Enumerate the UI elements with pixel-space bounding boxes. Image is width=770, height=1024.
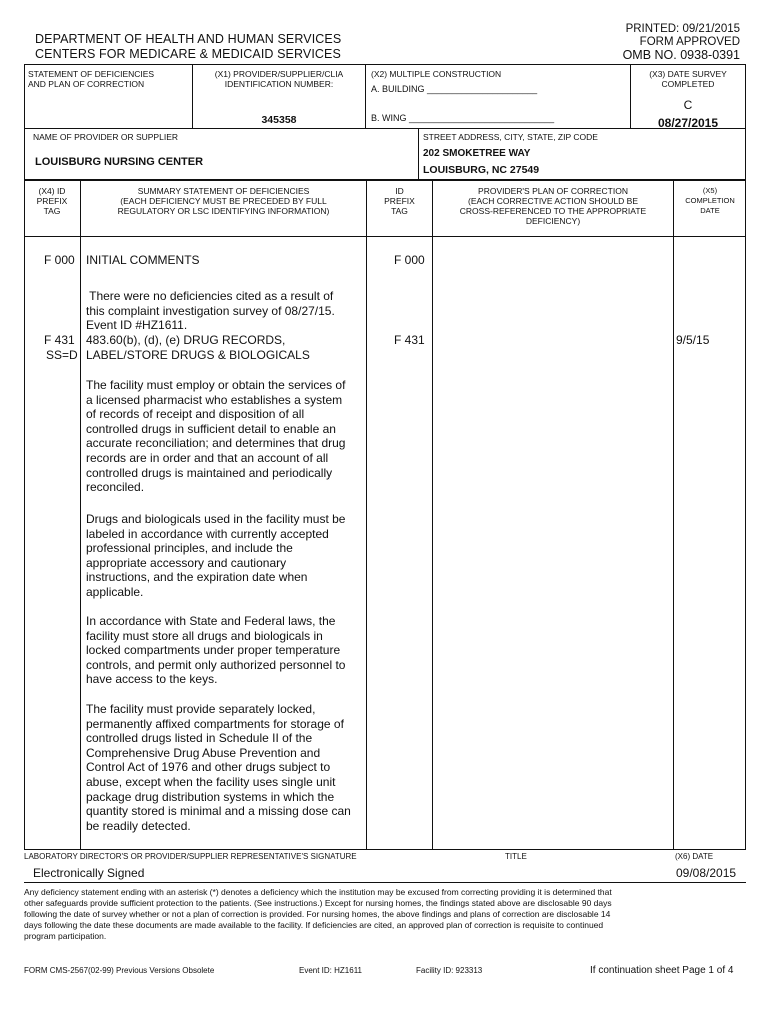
form-approved-label: FORM APPROVED [639, 36, 740, 48]
form-number: FORM CMS-2567(02-99) Previous Versions Obsolete [24, 966, 215, 975]
f431-completion-date: 9/5/15 [676, 333, 710, 347]
regulation-paragraph-2: Drugs and biologicals used in the facility must be labeled in accordance with currently accepted professional principles, and include the appropriate accessory and cautionary instructions, and the expiration date when applicable. [86, 512, 346, 599]
initial-comments-title: INITIAL COMMENTS [86, 253, 200, 267]
omb-number: OMB NO. 0938-0391 [622, 48, 740, 62]
divider [630, 64, 631, 128]
wing-field: B. WING _____________________________ [371, 113, 555, 123]
provider-name-label: NAME OF PROVIDER OR SUPPLIER [33, 132, 178, 142]
divider [366, 180, 367, 850]
completion-date-header: (X5) COMPLETION DATE [685, 186, 735, 215]
x4-header: (X4) ID PREFIX TAG [36, 186, 68, 216]
signature-date: 09/08/2015 [676, 866, 737, 880]
form-approval-block [623, 23, 740, 62]
survey-completed-label: (X3) DATE SURVEY COMPLETED [649, 69, 727, 89]
regulation-paragraph-4: The facility must provide separately locked, permanently affixed compartments for storage of controlled drugs listed in Schedule II of the Comprehensive Drug Abuse Prevention and Control Act of 1976 and other drugs subject to abuse, except when the facility uses single unit package drug distribution systems in which the quantity stored is minimal and a missing dose can be readily detected. [86, 702, 351, 833]
tag-f000-left: F 000 [44, 253, 75, 267]
signature-date-label: (X6) DATE [675, 852, 714, 861]
summary-header: SUMMARY STATEMENT OF DEFICIENCIES (EACH DEFICIENCY MUST BE PRECEDED BY FULL REGULATORY OR LSC IDENTIFYING INFORMATION) [117, 186, 330, 216]
provider-id-number: 345358 [261, 114, 297, 126]
dept-line-1: DEPARTMENT OF HEALTH AND HUMAN SERVICES [35, 32, 342, 46]
divider [418, 128, 419, 180]
id-prefix-header: ID PREFIX TAG [384, 186, 415, 216]
scope-severity: SS=D [46, 348, 78, 362]
plan-of-correction-header: PROVIDER'S PLAN OF CORRECTION (EACH CORRECTIVE ACTION SHOULD BE CROSS-REFERENCED TO THE APPROPRIATE DEFICIENCY) [459, 186, 647, 226]
provider-name: LOUISBURG NURSING CENTER [35, 156, 204, 168]
column-header-divider [24, 236, 746, 237]
signature-value: Electronically Signed [33, 866, 145, 880]
tag-f431-left: F 431 [44, 333, 75, 347]
event-id: Event ID: HZ1611 [299, 966, 362, 975]
tag-f431-right: F 431 [394, 333, 425, 347]
facility-id: Facility ID: 923313 [416, 966, 483, 975]
regulation-paragraph-3: In accordance with State and Federal laws, the facility must store all drugs and biologicals in locked compartments under proper temperature controls, and permit only authorized personnel to have access to the keys. [86, 614, 346, 687]
divider [192, 64, 193, 128]
printed-date: PRINTED: 09/21/2015 [625, 23, 740, 35]
building-field: A. BUILDING ______________________ [371, 84, 538, 94]
initial-comments-text: There were no deficiencies cited as a result of this complaint investigation survey of 08/27/15. Event ID #HZ1611. [86, 289, 335, 333]
multiple-construction-label: (X2) MULTIPLE CONSTRUCTION [371, 69, 502, 79]
tag-f000-right: F 000 [394, 253, 425, 267]
address-street: 202 SMOKETREE WAY [423, 148, 531, 159]
divider [432, 180, 433, 850]
signature-divider [24, 882, 746, 883]
disclaimer-text: Any deficiency statement ending with an asterisk (*) denotes a deficiency which the institution may be excused from correcting providing it is determined that other safeguards provide sufficient protection to the patients. (See instructions.) Except for nursing homes, the findings stated above are disclosable 90 days following the date of survey whether or not a plan of correction is provided. For nursing homes, the above findings and plans of correction are disclosable 14 days following the date these documents are made available to the facility. If deficiencies are cited, an approved plan of correction is requisite to continued program participation. [24, 887, 612, 941]
dept-line-2: CENTERS FOR MEDICARE & MEDICAID SERVICES [35, 47, 341, 61]
divider [365, 64, 366, 128]
regulation-paragraph-1: The facility must employ or obtain the services of a licensed pharmacist who establishes a system of records of receipt and disposition of all controlled drugs in sufficient detail to enable an accurate reconciliation; and determines that drug records are in order and that an account of all controlled drugs is maintained and periodically reconciled. [86, 378, 346, 495]
survey-completed-date: 08/27/2015 [657, 116, 719, 130]
agency-header [35, 32, 341, 62]
divider [80, 180, 81, 850]
signature-label: LABORATORY DIRECTOR'S OR PROVIDER/SUPPLIER REPRESENTATIVE'S SIGNATURE [24, 852, 357, 861]
survey-code: C [683, 98, 693, 112]
divider [673, 180, 674, 850]
statement-label: STATEMENT OF DEFICIENCIES AND PLAN OF CORRECTION [28, 69, 155, 89]
address-label: STREET ADDRESS, CITY, STATE, ZIP CODE [423, 132, 598, 142]
x1-label: (X1) PROVIDER/SUPPLIER/CLIA IDENTIFICATION NUMBER: [214, 69, 344, 89]
f431-title: 483.60(b), (d), (e) DRUG RECORDS, LABEL/STORE DRUGS & BIOLOGICALS [86, 333, 310, 362]
address-city: LOUISBURG, NC 27549 [423, 164, 540, 176]
title-label: TITLE [505, 852, 527, 861]
page-indicator: If continuation sheet Page 1 of 4 [590, 965, 734, 976]
